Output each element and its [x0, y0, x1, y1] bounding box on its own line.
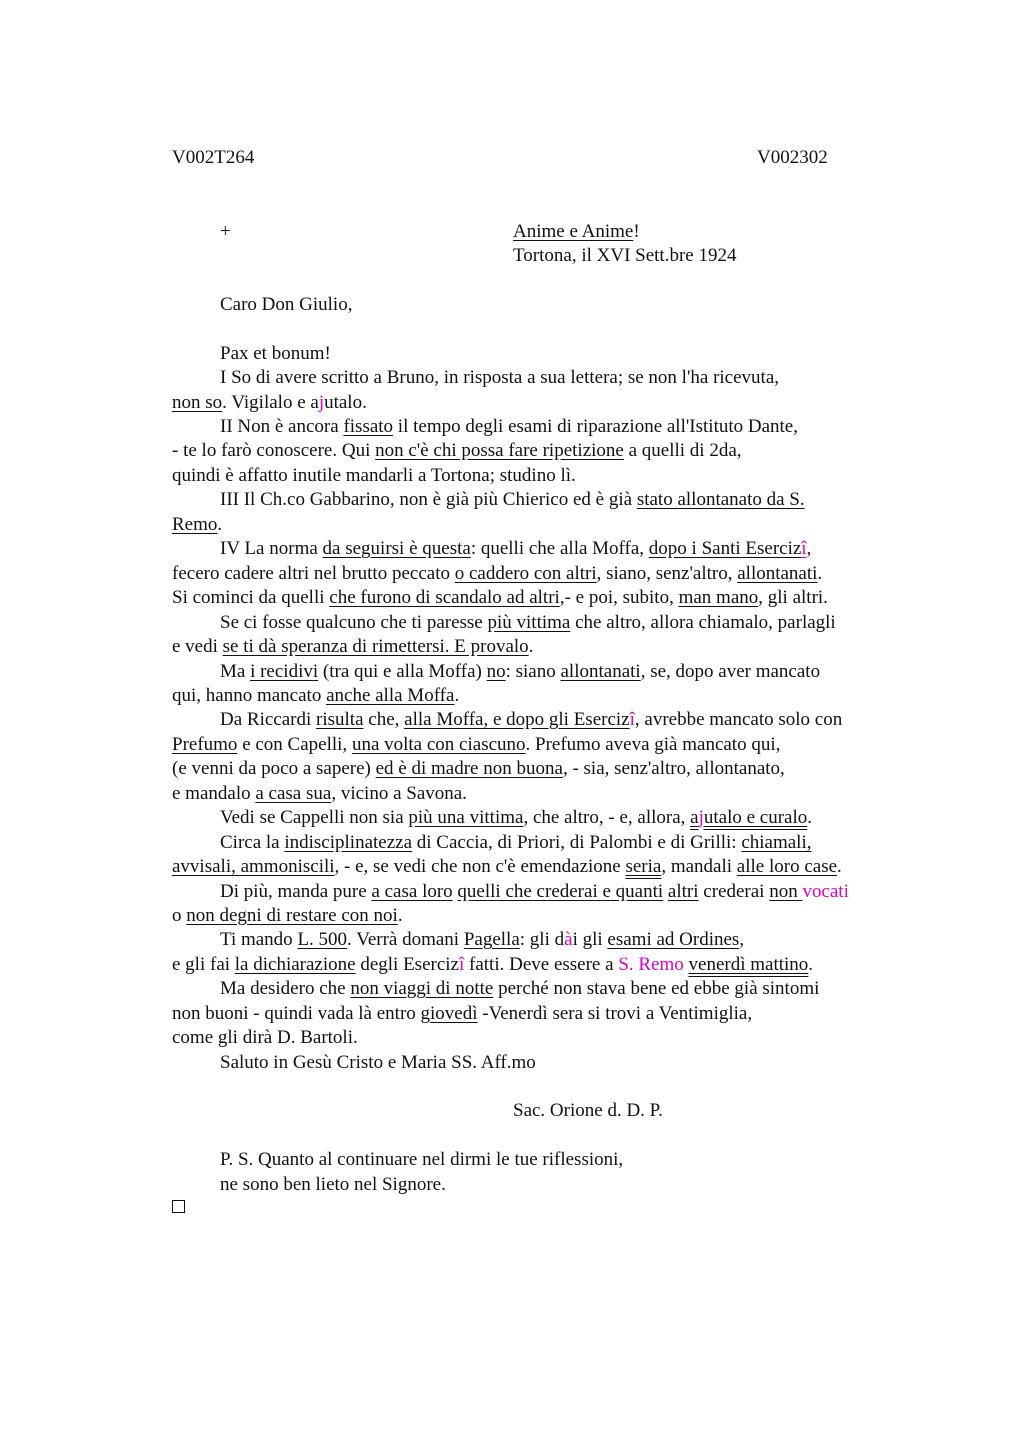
text-line: Si cominci da quelli che furono di scandalo ad altri,- e poi, subito, man mano, gli altri.: [172, 587, 828, 608]
text-line: II Non è ancora fissato il tempo degli esami di riparazione all'Istituto Dante,: [220, 416, 798, 437]
text-line: III Il Ch.co Gabbarino, non è già più Chierico ed è già stato allontanato da S.: [220, 489, 805, 510]
text-line: e mandalo a casa sua, vicino a Savona.: [172, 783, 467, 804]
text-line: Vedi se Cappelli non sia più una vittima, che altro, - e, allora, ajutalo e curalo.: [220, 807, 813, 828]
text-line: Di più, manda pure a casa loro quelli che crederai e quanti altri crederai non vocati: [220, 881, 849, 902]
text-line: o non degni di restare con noi.: [172, 905, 403, 926]
greeting: Pax et bonum!: [220, 343, 331, 364]
text-line: come gli dirà D. Bartoli.: [172, 1027, 358, 1048]
document-code-left: V002T264: [172, 147, 255, 168]
text-line: Ma desidero che non viaggi di notte perché non stava bene ed ebbe già sintomi: [220, 978, 820, 999]
text-line: non buoni - quindi vada là entro giovedì -Venerdì sera si trovi a Ventimiglia,: [172, 1003, 753, 1024]
signature: Sac. Orione d. D. P.: [513, 1100, 663, 1121]
motto: Anime e Anime!: [513, 221, 640, 242]
dateline: Tortona, il XVI Sett.bre 1924: [513, 245, 737, 266]
text-line: quindi è affatto inutile mandarli a Tortona; studino lì.: [172, 465, 576, 486]
postscript-line-2: ne sono ben lieto nel Signore.: [220, 1174, 446, 1195]
text-line: Remo.: [172, 514, 223, 535]
text-line: Se ci fosse qualcuno che ti paresse più vittima che altro, allora chiamalo, parlagli: [220, 612, 836, 633]
salutation: Caro Don Giulio,: [220, 294, 353, 315]
text-line: Da Riccardi risulta che, alla Moffa, e dopo gli Esercizî, avrebbe mancato solo con: [220, 709, 843, 730]
text-line: avvisali, ammoniscili, - e, se vedi che non c'è emendazione seria, mandali alle loro case.: [172, 856, 842, 877]
text-line: fecero cadere altri nel brutto peccato o caddero con altri, siano, senz'altro, allontanati.: [172, 563, 823, 584]
text-line: Ma i recidivi (tra qui e alla Moffa) no: siano allontanati, se, dopo aver mancato: [220, 661, 821, 682]
motto-text: Anime e Anime: [513, 221, 634, 242]
text-line: Ti mando L. 500. Verrà domani Pagella: gli dài gli esami ad Ordines,: [220, 929, 745, 950]
document-code-right: V002302: [757, 147, 828, 168]
closing-line: Saluto in Gesù Cristo e Maria SS. Aff.mo: [220, 1052, 536, 1073]
text-line: qui, hanno mancato anche alla Moffa.: [172, 685, 460, 706]
text-line: non so. Vigilalo e ajutalo.: [172, 392, 367, 413]
text-line: I So di avere scritto a Bruno, in risposta a sua lettera; se non l'ha ricevuta,: [220, 367, 780, 388]
text-line: e gli fai la dichiarazione degli Esercizî fatti. Deve essere a S. Remo venerdì mattino.: [172, 954, 814, 975]
cross-mark: +: [220, 221, 231, 242]
text-line: - te lo farò conoscere. Qui non c'è chi possa fare ripetizione a quelli di 2da,: [172, 440, 742, 461]
end-square-icon: [172, 1200, 185, 1213]
text-line: Prefumo e con Capelli, una volta con ciascuno. Prefumo aveva già mancato qui,: [172, 734, 781, 755]
postscript-line-1: P. S. Quanto al continuare nel dirmi le tue riflessioni,: [220, 1149, 624, 1170]
text-line: Circa la indisciplinatezza di Caccia, di Priori, di Palombi e di Grilli: chiamali,: [220, 832, 812, 853]
text-line: (e venni da poco a sapere) ed è di madre non buona, - sia, senz'altro, allontanato,: [172, 758, 785, 779]
text-line: e vedi se ti dà speranza di rimettersi. E provalo.: [172, 636, 534, 657]
text-line: IV La norma da seguirsi è questa: quelli che alla Moffa, dopo i Santi Esercizî,: [220, 538, 812, 559]
